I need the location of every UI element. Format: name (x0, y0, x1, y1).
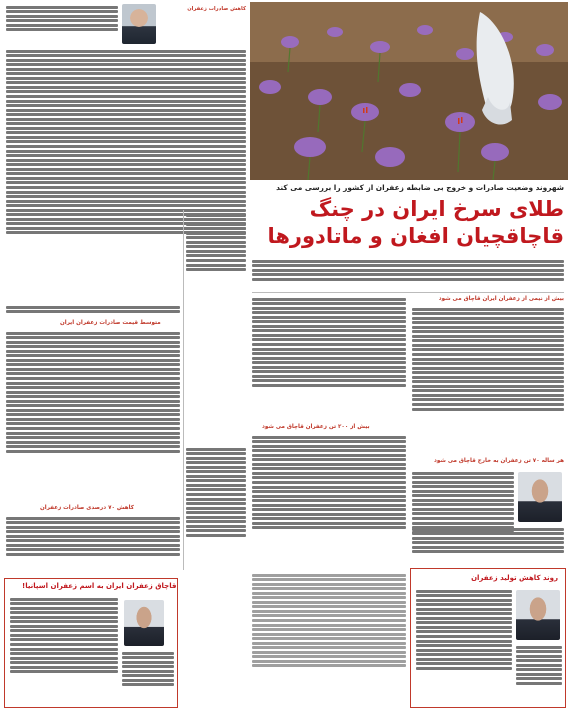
headline-main: طلای سرخ ایران در چنگ قاچاقچیان افغان و ماتادورها (267, 197, 564, 248)
column-mid-body-2 (252, 434, 406, 564)
subhead-70-tons: هر ساله ۷۰ تن زعفران به خارج قاچاق می شود (434, 458, 564, 464)
subhead-half-smuggled: بیش از نیمی از زعفران ایران قاچاق می شود (438, 296, 564, 302)
divider-lead (252, 292, 564, 293)
author-box-title: کاهش صادرات زعفران (187, 6, 246, 12)
box-left-text (10, 596, 118, 704)
column-right-body-1 (412, 306, 564, 452)
column-bottom-mid (252, 572, 406, 706)
box-smuggling-spain-title: قاچاق زعفران ایران به اسم زعفران اسپانیا! (22, 582, 177, 590)
box-left-text-2 (122, 650, 174, 704)
column-right-body-3 (412, 526, 564, 564)
column-mid-body-1 (252, 296, 406, 420)
expert-photo-right (518, 472, 562, 522)
author-photo (122, 4, 156, 44)
author-box (118, 2, 248, 46)
subhead-price: متوسط قیمت صادرات زعفران ایران (60, 320, 161, 326)
headline-kicker: شهروند وضعیت صادرات و خروج بی ضابطه زعفران از کشور را بررسی می کند (276, 183, 564, 192)
column-left-body-2 (6, 304, 180, 318)
column-left-body-3 (6, 330, 180, 500)
expert-photo-left (124, 600, 164, 646)
box-production-decline-title: روند کاهش تولید زعفران (471, 574, 558, 582)
box-right-text (416, 588, 512, 704)
box-right-text-2 (516, 644, 562, 704)
expert-photo-bottom-right (516, 590, 560, 640)
sidebar-note-bottom (186, 446, 246, 538)
subhead-200-tons: بیش از ۲۰۰ تن زعفران قاچاق می شود (262, 424, 370, 430)
column-left-body-4 (6, 515, 180, 575)
column-left-top (6, 4, 118, 44)
subhead-seventy-percent: کاهش ۷۰ درصدی صادرات زعفران (40, 505, 135, 511)
sidebar-note-top (186, 212, 246, 273)
saffron-harvest-photo (250, 2, 568, 180)
lead-paragraph (252, 258, 564, 282)
divider-middle (183, 210, 184, 570)
